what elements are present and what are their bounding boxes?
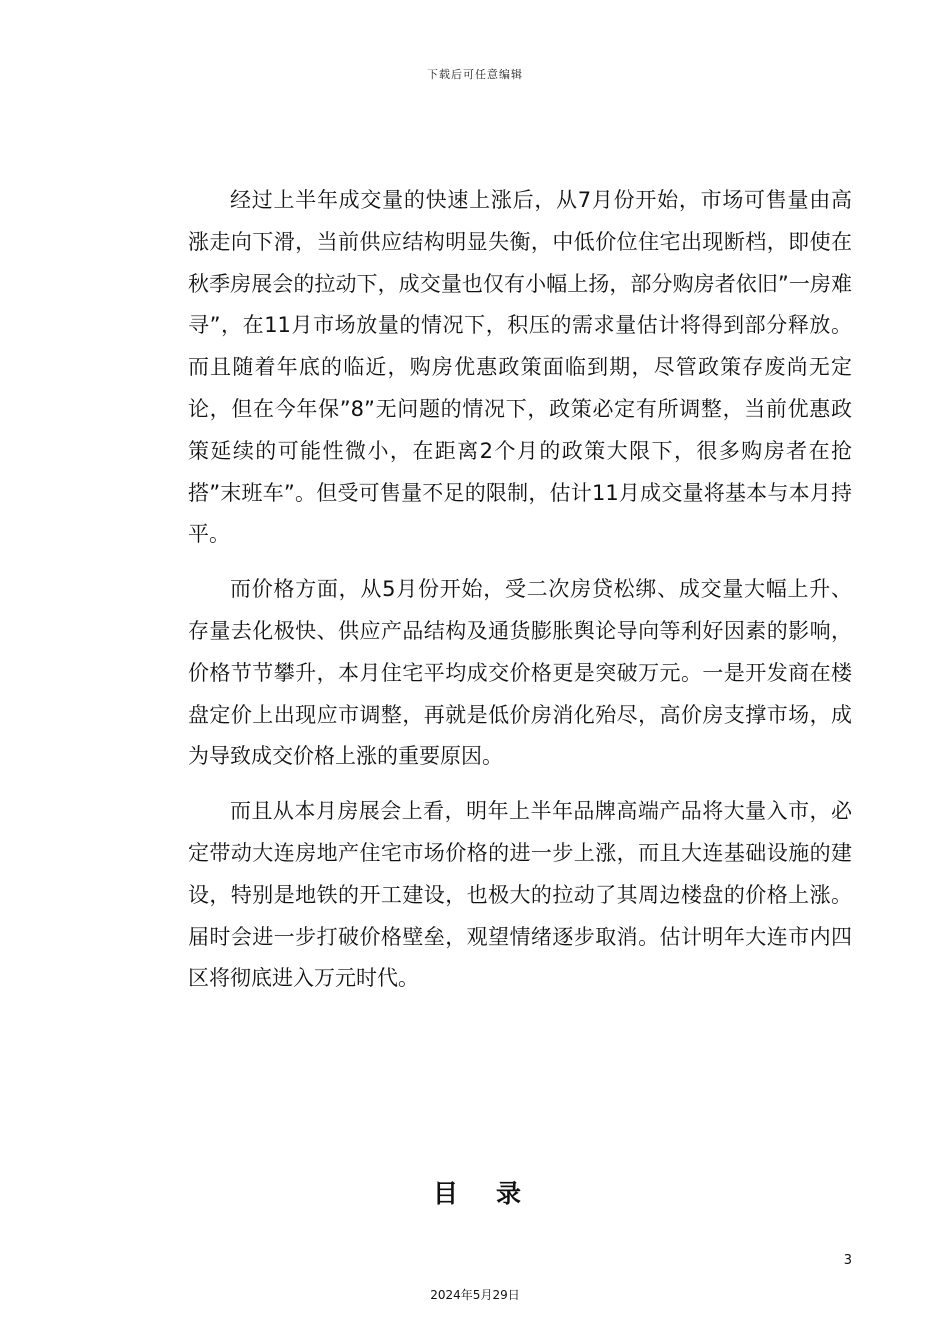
page-number: 3 bbox=[843, 1253, 852, 1268]
paragraph-price: 而价格方面，从5月份开始，受二次房贷松绑、成交量大幅上升、存量去化极快、供应产品结构及通货膨胀舆论导向等利好因素的影响，价格节节攀升，本月住宅平均成交价格更是突破万元。一是开发商在楼盘定价上出现应市调整，再就是低价房消化殆尽，高价房支撑市场，成为导致成交价格上涨的重要原因。 bbox=[188, 577, 852, 769]
paragraph-supply: 经过上半年成交量的快速上涨后，从7月份开始，市场可售量由高涨走向下滑，当前供应结构明显失衡，中低价位住宅出现断档，即使在秋季房展会的拉动下，成交量也仅有小幅上扬，部分购房者依旧”一房难寻”，在11月市场放量的情况下，积压的需求量估计将得到部分释放。而且随着年底的临近，购房优惠政策面临到期，尽管政策存废尚无定论，但在今年保”8”无问题的情况下，政策必定有所调整，当前优惠政策延续的可能性微小，在距离2个月的政策大限下，很多购房者在抢搭”末班车”。但受可售量不足的限制，估计11月成交量将基本与本月持平。 bbox=[188, 188, 852, 547]
toc-title: 目录 bbox=[432, 1179, 559, 1208]
footer-date: 2024年5月29日 bbox=[430, 1288, 520, 1302]
body-text bbox=[188, 180, 852, 1013]
header-note: 下载后可任意编辑 bbox=[427, 68, 523, 81]
paragraph-outlook: 而且从本月房展会上看，明年上半年品牌高端产品将大量入市，必定带动大连房地产住宅市场价格的进一步上涨，而且大连基础设施的建设，特别是地铁的开工建设，也极大的拉动了其周边楼盘的价格上涨。届时会进一步打破价格壁垒，观望情绪逐步取消。估计明年大连市内四区将彻底进入万元时代。 bbox=[188, 799, 852, 991]
